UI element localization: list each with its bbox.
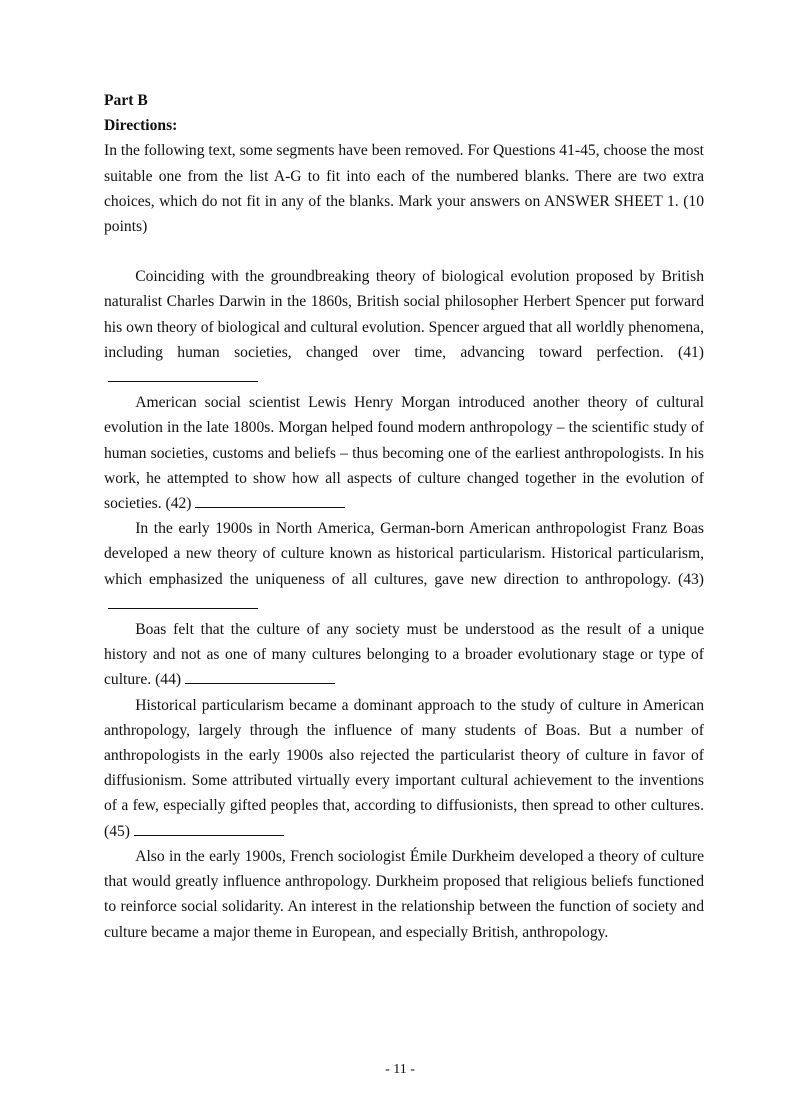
paragraph-text: American social scientist Lewis Henry Morgan introduced another theory of cultural evolution in the late 1800s. Morgan helped found modern anthropology – the scientific study of human societies, customs and beliefs – thus becoming one of the earliest anthropologists. In his work, he attempted to show how all aspects of culture changed together in the evolution of societies. <box>104 394 704 513</box>
paragraph-4 <box>104 617 704 693</box>
answer-blank-41[interactable] <box>108 367 258 382</box>
paragraph-3 <box>104 516 704 617</box>
paragraph-5 <box>104 693 704 844</box>
paragraph-text: Boas felt that the culture of any society must be understood as the result of a unique history and not as one of many cultures belonging to a broader evolutionary stage or type of culture. <box>104 621 704 689</box>
paragraph-6 <box>104 844 704 945</box>
question-number-41: (41) <box>678 343 704 361</box>
section-spacer <box>104 239 704 264</box>
question-number-45: (45) <box>104 822 130 840</box>
directions-text: In the following text, some segments have been removed. For Questions 41-45, choose the most suitable one from the list A-G to fit into each of the numbered blanks. There are two extra choices, which do not fit in any of the blanks. Mark your answers on ANSWER SHEET 1. (10 points) <box>104 142 704 236</box>
question-number-44: (44) <box>155 671 182 689</box>
page-number: - 11 - <box>385 1062 415 1077</box>
question-number-42: (42) <box>165 495 192 513</box>
answer-blank-42[interactable] <box>195 493 345 508</box>
paragraph-text: In the early 1900s in North America, German-born American anthropologist Franz Boas developed a new theory of culture known as historical particularism. Historical particularism, which emphasized the uniqueness of all cultures, gave new direction to anthropology. <box>104 520 704 588</box>
answer-blank-45[interactable] <box>134 821 284 836</box>
question-number-43: (43) <box>678 570 704 588</box>
paragraph-text: Historical particularism became a dominant approach to the study of culture in American anthropology, largely through the influence of many students of Boas. But a number of anthropologists in the early 1900s also rejected the particularist theory of culture in favor of diffusionism. Some attributed virtually every important cultural achievement to the inventions of a few, especially gifted peoples that, according to diffusionists, then spread to other cultures. <box>104 696 704 815</box>
paragraph-text: Also in the early 1900s, French sociologist Émile Durkheim developed a theory of culture that would greatly influence anthropology. Durkheim proposed that religious beliefs functioned to reinforce social solidarity. An interest in the relationship between the function of society and culture became a major theme in European, and especially British, anthropology. <box>104 847 704 941</box>
exam-page <box>104 88 704 945</box>
directions-label: Directions: <box>104 117 178 135</box>
answer-blank-43[interactable] <box>108 594 258 609</box>
paragraph-1 <box>104 264 704 390</box>
answer-blank-44[interactable] <box>185 669 335 684</box>
paragraph-text: Coinciding with the groundbreaking theory of biological evolution proposed by British naturalist Charles Darwin in the 1860s, British social philosopher Herbert Spencer put forward his own theory of biological and cultural evolution. Spencer argued that all worldly phenomena, including human societies, changed over time, advancing toward perfection. <box>104 268 704 361</box>
part-title: Part B <box>104 92 148 109</box>
paragraph-2 <box>104 390 704 516</box>
